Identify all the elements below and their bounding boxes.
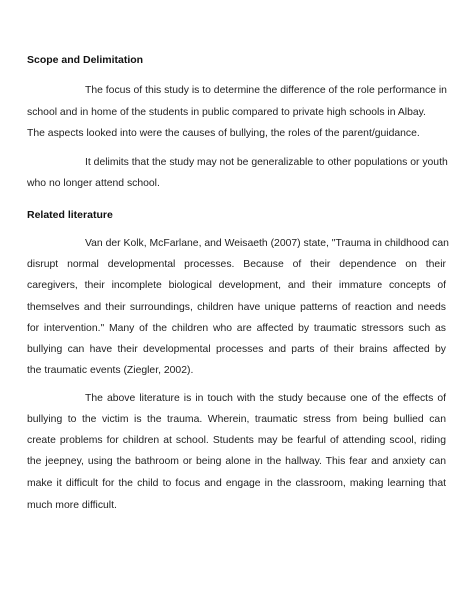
related-p1-line-4: themselves and their surroundings, children have unique patterns of reaction and needs xyxy=(27,302,446,313)
related-p2-line-3: create problems for children at school. Students may be fearful of attending scool, riding xyxy=(27,435,446,446)
related-p2-line-5: make it difficult for the child to focus and engage in the classroom, making learning that xyxy=(27,478,446,489)
related-p1-line-1: Van der Kolk, McFarlane, and Weisaeth (2007) state, "Trauma in childhood can xyxy=(85,238,449,249)
scope-p2-line-1: It delimits that the study may not be generalizable to other populations or youth xyxy=(85,157,448,168)
related-p1-line-2: disrupt normal developmental processes. Because of their dependence on their xyxy=(27,259,446,270)
related-p1-line-3: caregivers, their incomplete biological development, and their immature concepts of xyxy=(27,280,446,291)
section-heading-related: Related literature xyxy=(27,209,113,221)
scope-p2-line-2: who no longer attend school. xyxy=(27,178,160,189)
related-p1-line-7: the traumatic events (Ziegler, 2002). xyxy=(27,365,194,376)
related-p2-line-6: much more difficult. xyxy=(27,500,117,511)
scope-p1-line-1: The focus of this study is to determine the difference of the role performance in xyxy=(85,85,447,96)
scope-p1-line-3: The aspects looked into were the causes of bullying, the roles of the parent/guidance. xyxy=(27,128,420,139)
scope-p1-line-2: school and in home of the students in public compared to private high schools in Albay. xyxy=(27,107,426,118)
related-p1-line-5: for intervention." Many of the children who are affected by traumatic stressors such as xyxy=(27,323,446,334)
section-heading-scope: Scope and Delimitation xyxy=(27,54,144,66)
related-p2-line-2: bullying to the victim is the trauma. Wherein, traumatic stress from being bullied can xyxy=(27,414,446,425)
related-p2-line-4: the jeepney, using the bathroom or being alone in the hallway. This fear and anxiety can xyxy=(27,456,446,467)
related-p2-line-1: The above literature is in touch with the study because one of the effects of xyxy=(85,393,446,404)
related-p1-line-6: bullying can have their developmental processes and parts of their brains affected by xyxy=(27,344,446,355)
